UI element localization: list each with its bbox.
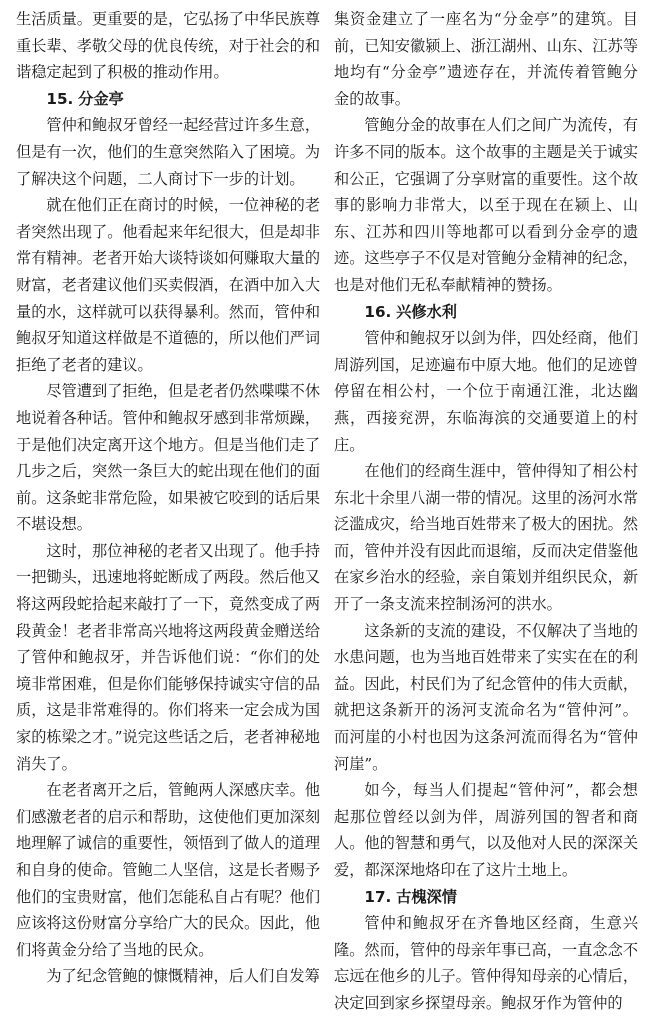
paragraph: 集资金建立了一座名为“分金亭”的建筑。目前，已知安徽颍上、浙江湖州、山东、江苏等地均有“分金亭”遗迹存在，并流传着管鲍分金的故事。 [334,10,638,108]
paragraph: 管鲍分金的故事在人们之间广为流传，有许多不同的版本。这个故事的主题是关于诚实和公正，它强调了分享财富的重要性。这个故事的影响力非常大，以至于现在在颍上、山东、江苏和四川等地都可以看到分金亭的遗迹。这些亭子不仅是对管鲍分金精神的纪念，也是对他们无私奉献精神的赞扬。 [334,116,638,294]
paragraph: 生活质量。更重要的是，它弘扬了中华民族尊重长辈、孝敬父母的优良传统，对于社会的和谐稳定起到了积极的推动作用。 [16,10,320,82]
section-number: 17. [364,887,392,906]
paragraph: 在他们的经商生涯中，管仲得知了相公村东北十余里八湖一带的情况。这里的汤河水常泛滥成灾，给当地百姓带来了极大的困扰。然而，管仲并没有因此而退缩，反而决定借鉴他在家乡治水的经验，亲自策划并组织民众，新开了一条支流来控制汤河的洪水。 [334,462,638,614]
paragraph: 如今，每当人们提起“管仲河”，都会想起那位曾经以剑为伴，周游列国的智者和商人。他的智慧和勇气，以及他对人民的深深关爱，都深深地烙印在了这片土地上。 [334,781,638,879]
section-number: 15. [46,89,74,108]
paragraph: 这条新的支流的建设，不仅解决了当地的水患问题，也为当地百姓带来了实实在在的利益。因此，村民们为了纪念管仲的伟大贡献，就把这条新开的汤河支流命名为“管仲河”。而河崖的小村也因为这条河流而得名为“管仲河崖”。 [334,621,638,773]
paragraph: 就在他们正在商讨的时候，一位神秘的老者突然出现了。他看起来年纪很大，但是却非常有精神。老者开始大谈特谈如何赚取大量的财富，老者建议他们买卖假酒，在酒中加入大量的水，这样就可以获得暴利。然而，管仲和鲍叔牙知道这样做是不道德的，所以他们严词拒绝了老者的建议。 [16,196,320,374]
section-heading-16 [334,299,638,326]
section-heading-17 [334,884,638,911]
paragraph: 管仲和鲍叔牙在齐鲁地区经商，生意兴隆。然而，管仲的母亲年事已高，一直念念不忘远在他乡的儿子。管仲得知母亲的心情后，决定回到家乡探望母亲。鲍叔牙作为管仲的 [334,914,638,1012]
left-column [16,6,320,990]
paragraph: 尽管遭到了拒绝，但是老者仍然喋喋不休地说着各种话。管仲和鲍叔牙感到非常烦躁，于是他们决定离开这个地方。但是当他们走了几步之后，突然一条巨大的蛇出现在他们的面前。这条蛇非常危险，如果被它咬到的话后果不堪设想。 [16,382,320,534]
paragraph: 为了纪念管鲍的慷慨精神，后人们自发筹 [46,967,320,986]
section-number: 16. [364,302,392,321]
section-title: 古槐深情 [396,887,457,906]
section-title: 兴修水利 [396,302,457,321]
section-title: 分金亭 [78,89,124,108]
paragraph: 管仲和鲍叔牙以剑为伴，四处经商，他们周游列国，足迹遍布中原大地。他们的足迹曾停留在相公村，一个位于南通江淮，北达幽燕，西接兖淠，东临海滨的交通要道上的村庄。 [334,329,638,454]
right-column [334,6,638,1017]
paragraph: 这时，那位神秘的老者又出现了。他手持一把锄头，迅速地将蛇断成了两段。然后他又将这两段蛇拾起来敲打了一下，竟然变成了两段黄金！老者非常高兴地将这两段黄金赠送给了管仲和鲍叔牙，并告诉他们说：“你们的处境非常困难，但是你们能够保持诚实守信的品质，这是非常难得的。你们将来一定会成为国家的栋梁之才。”说完这些话之后，老者神秘地消失了。 [16,541,320,773]
paragraph: 在老者离开之后，管鲍两人深感庆幸。他们感激老者的启示和帮助，这使他们更加深刻地理解了诚信的重要性，领悟到了做人的道理和自身的使命。管鲍二人坚信，这是长者赐予他们的宝贵财富，他们怎能私自占有呢？他们应该将这份财富分享给广大的民众。因此，他们将黄金分给了当地的民众。 [16,781,320,959]
paragraph: 管仲和鲍叔牙曾经一起经营过许多生意，但是有一次，他们的生意突然陷入了困境。为了解决这个问题，二人商讨下一步的计划。 [16,116,320,188]
section-heading-15 [16,86,320,113]
